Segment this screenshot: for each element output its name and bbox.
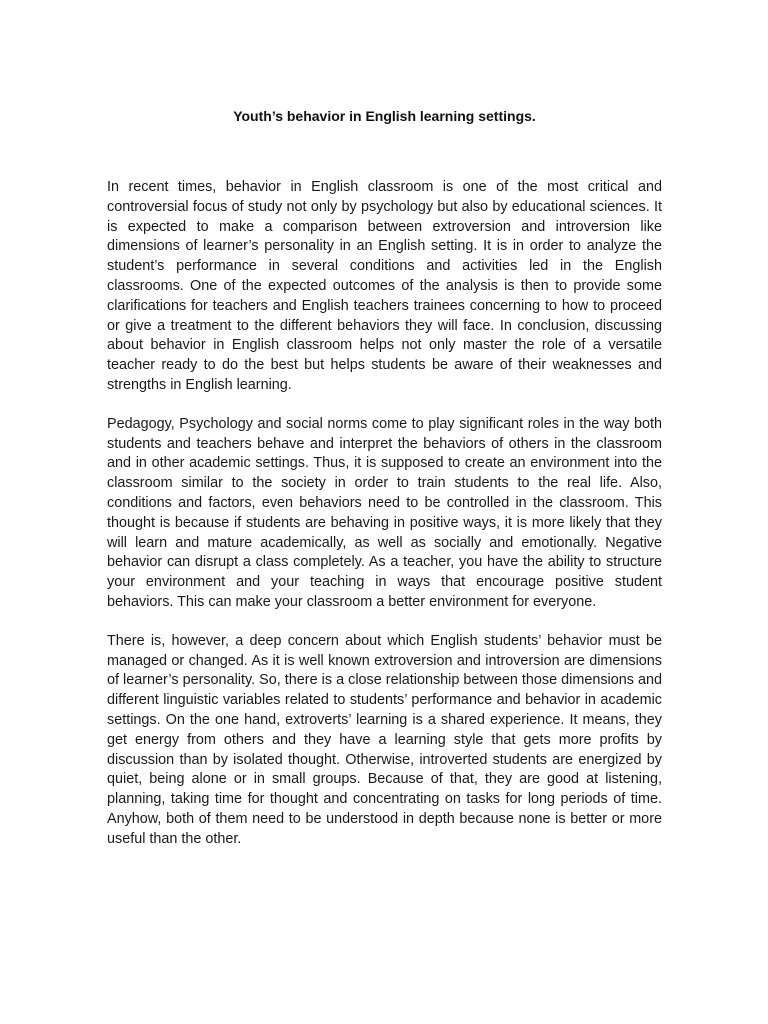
- document-title: Youth’s behavior in English learning settings.: [233, 108, 536, 124]
- document-body: [107, 178, 662, 850]
- paragraph-3: There is, however, a deep concern about which English students’ behavior must be managed or changed. As it is well known extroversion and introversion are dimensions of learner’s personality. So, there is a close relationship between those dimensions and different linguistic variables related to students’ performance and behavior in academic settings. On the one hand, extroverts’ learning is a shared experience. It means, they get energy from others and they have a learning style that gets more profits by discussion than by isolated thought. Otherwise, introverted students are energized by quiet, being alone or in small groups. Because of that, they are good at listening, planning, taking time for thought and concentrating on tasks for long periods of time. Anyhow, both of them need to be understood in depth because none is better or more useful than the other.: [107, 632, 662, 847]
- paragraph-1: In recent times, behavior in English classroom is one of the most critical and controversial focus of study not only by psychology but also by educational sciences. It is expected to make a comparison between extroversion and introversion like dimensions of learner’s personality in an English setting. It is in order to analyze the student’s performance in several conditions and activities led in the English classrooms. One of the expected outcomes of the analysis is then to provide some clarifications for teachers and English teachers trainees concerning to how to proceed or give a treatment to the different behaviors they will face. In conclusion, discussing about behavior in English classroom helps not only master the role of a versatile teacher ready to do the best but helps students be aware of their weaknesses and strengths in English learning.: [107, 179, 662, 393]
- paragraph-2: Pedagogy, Psychology and social norms come to play significant roles in the way both students and teachers behave and interpret the behaviors of others in the classroom and in other academic settings. Thus, it is supposed to create an environment into the classroom similar to the society in order to train students to the real life. Also, conditions and factors, even behaviors need to be controlled in the classroom. This thought is because if students are behaving in positive ways, it is more likely that they will learn and mature academically, as well as socially and emotionally. Negative behavior can disrupt a class completely. As a teacher, you have the ability to structure your environment and your teaching in ways that encourage positive student behaviors. This can make your classroom a better environment for everyone.: [107, 415, 662, 610]
